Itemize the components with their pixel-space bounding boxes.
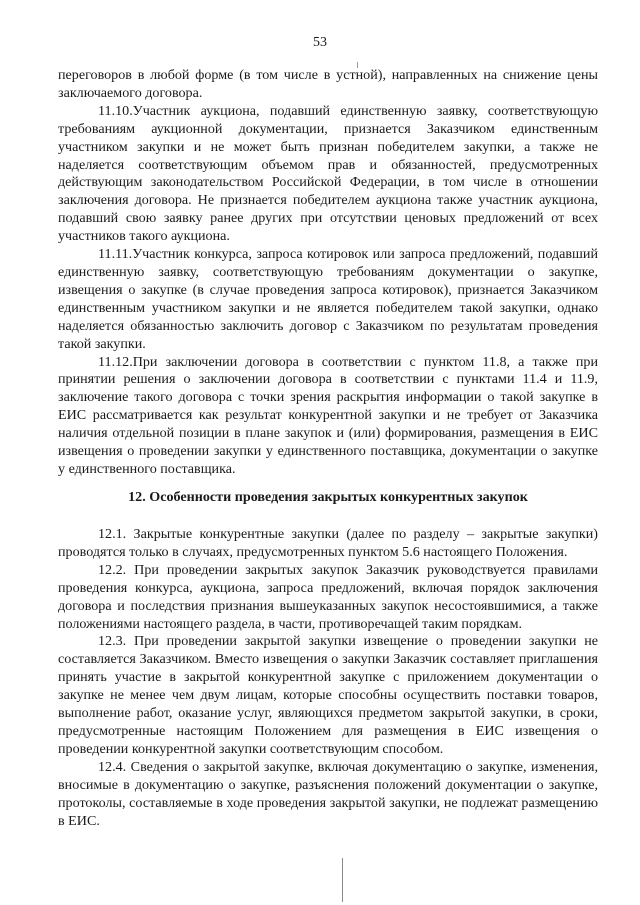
paragraph-12-1: 12.1. Закрытые конкурентные закупки (далее по разделу – закрытые закупки) проводятся только в случаях, предусмотренных пунктом 5.6 настоящего Положения. xyxy=(58,526,598,560)
text-block-section-11 xyxy=(58,67,598,479)
page-number: 53 xyxy=(313,35,327,50)
paragraph-11-12: 11.12.При заключении договора в соответствии с пунктом 11.8, а также при принятии решения о заключении договора в соответствии с пунктами 11.4 и 11.9, заключение такого договора с точки зрения раскрытия информации о такой закупке в ЕИС рассматривается как результат конкурентной закупки и не требует от Заказчика наличия отдельной позиции в плане закупок и (или) формирования, размещения в ЕИС извещения о проведении закупки у единственного поставщика, документации о закупке у единственного поставщика. xyxy=(58,353,598,477)
paragraph-11-9-continuation: переговоров в любой форме (в том числе в устной), направленных на снижение цены заключаемого договора. xyxy=(58,67,598,101)
paragraph-11-10: 11.10.Участник аукциона, подавший единственную заявку, соответствующую требованиям аукционной документации, признается Заказчиком единственным участником закупки и не может быть признан победителем закупки, а также не наделяется соответствующим объемом прав и обязанностей, предусмотренных действующим законодательством Российской Федерации, в том числе в отношении заключения договора. Не признается победителем аукциона также участник аукциона, подавший свою заявку ранее других при отсутствии ценовых предложений от всех участников такого аукциона. xyxy=(58,102,598,245)
section-12-title-wrap xyxy=(58,488,598,506)
paragraph-12-2: 12.2. При проведении закрытых закупок Заказчик руководствуется правилами проведения конкурса, аукциона, запроса предложений, включая порядок заключения договора и последствия признания вышеуказанных закупок несостоявшимися, а также положениями настоящего раздела, в части, противоречащей таким порядкам. xyxy=(58,561,598,632)
paragraph-12-3: 12.3. При проведении закрытой закупки извещение о проведении закупки не составляется Заказчиком. Вместо извещения о закупки Заказчик составляет приглашения принять участие в закрытой конкурентной закупке с приложением документации о закупке не менее чем двум лицам, которые способны осуществить поставки товаров, выполнение работ, оказание услуг, являющихся предметом закрытой закупки, в сроки, предусмотренные настоящим Положением для размещения в ЕИС извещения о проведении конкурентной закупки соответствующим способом. xyxy=(58,633,598,757)
section-heading: 12. Особенности проведения закрытых конкурентных закупок xyxy=(128,489,528,505)
text-block-section-12 xyxy=(58,526,598,830)
scan-artifact-line xyxy=(342,858,343,902)
paragraph-11-11: 11.11.Участник конкурса, запроса котировок или запроса предложений, подавший единственную заявку, соответствующую требованиям документации о закупке, извещения о закупке (в случае проведения запроса котировок), признается Заказчиком единственным участником закупки и не является победителем такой закупки, однако наделяется обязанностью заключить договор с Заказчиком по результатам проведения такой закупки. xyxy=(58,246,598,352)
paragraph-12-4: 12.4. Сведения о закрытой закупке, включая документацию о закупке, изменения, вносимые в документацию о закупке, разъяснения положений документации о закупке, протоколы, составляемые в ходе проведения закрытой закупки, не подлежат размещению в ЕИС. xyxy=(58,758,598,829)
